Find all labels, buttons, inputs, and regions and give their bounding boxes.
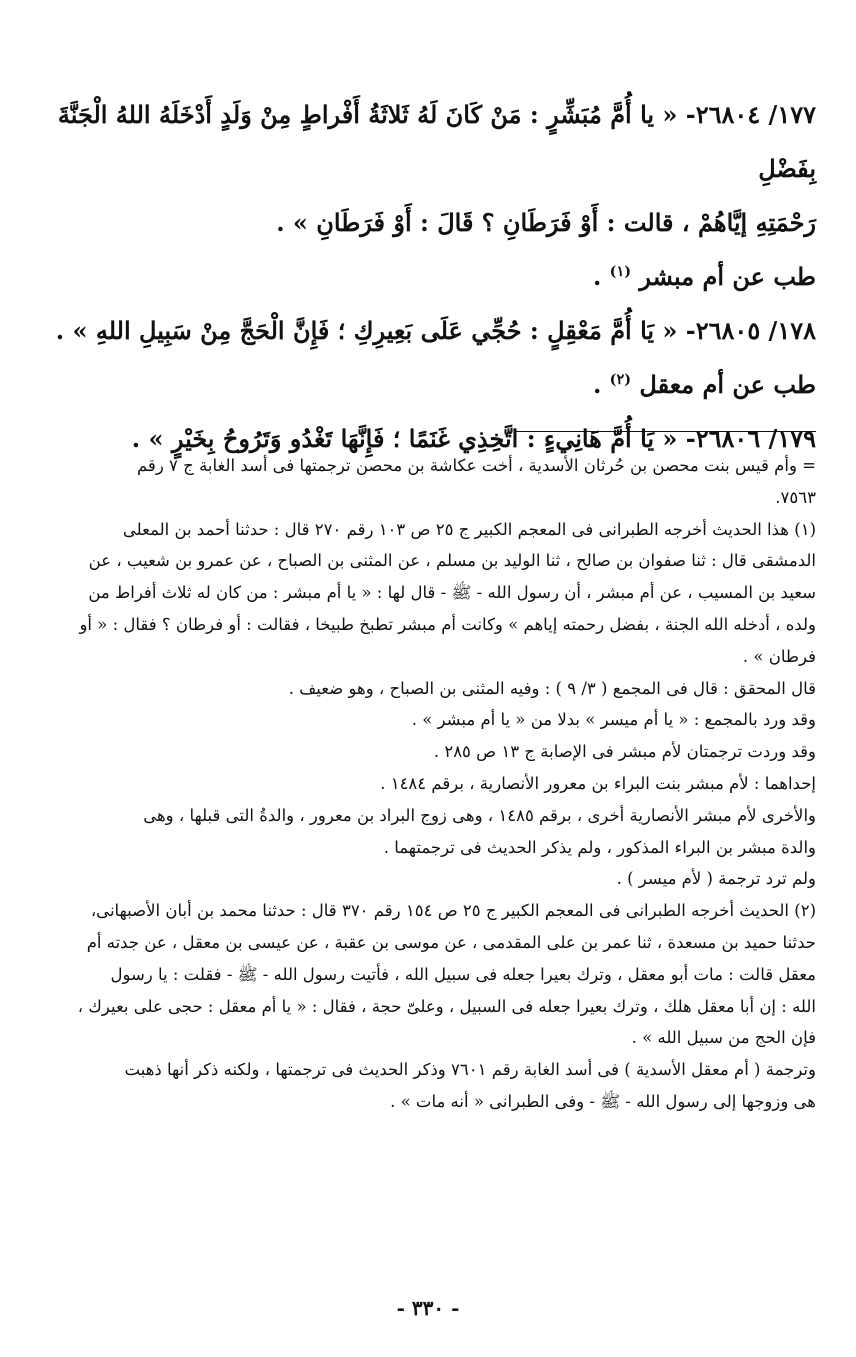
book-page	[40, 0, 816, 1357]
footnote-1-line: إحداهما : لأم مبشر بنت البراء بن معرور الأنصارية ، برقم ١٤٨٤ .	[380, 773, 816, 793]
hadith-178: ١٧٨/ ٢٦٨٠٥- « يَا أُمَّ مَعْقِلٍ : حُجِّي عَلَى بَعِيرِكِ ؛ فَإِنَّ الْحَجَّ مِنْ سَبِيلِ اللهِ » .	[55, 316, 816, 345]
footnote-2-line: (٢) الحديث أخرجه الطبرانى فى المعجم الكبير ج ٢٥ ص ١٥٤ رقم ٣٧٠ قال : حدثنا محمد بن أبان الأصبهانى،	[90, 901, 816, 921]
footnote-1-line: (١) هذا الحديث أخرجه الطبرانى فى المعجم الكبير ج ٢٥ ص ١٠٣ رقم ٢٧٠ قال : حدثنا أحمد بن المعلى	[122, 519, 816, 539]
page-number: - ٣٣٠ -	[396, 1296, 460, 1320]
footnote-1-line: والأخرى لأم مبشر الأنصارية أخرى ، برقم ١٤٨٥ ، وهى زوج البراد بن معرور ، والدةُ التى قبلها ، وهى	[143, 805, 816, 825]
hadith-177-source: طب عن أم مبشر $^{(١)}$ .	[592, 262, 816, 291]
footnotes-section	[40, 450, 816, 1118]
footnote-1-line: ولم ترد ترجمة ( لأم ميسر ) .	[616, 869, 816, 889]
footnote-1-line: فرطان » .	[742, 646, 816, 666]
footnote-2-line: الله : إن أبا معقل هلك ، وترك بعيرا جعله فى السبيل ، وعلىّ حجة ، فقال : « يا أم معقل : حجى على بعيرك ،	[77, 996, 816, 1016]
footnote-1-line: والدة مبشر بن البراء المذكور ، ولم يذكر الحديث فى ترجمتهما .	[383, 837, 816, 857]
footnote-1-line: سعيد بن المسيب ، عن أم مبشر ، أن رسول الله - ﷺ - قال لها : « يا أم مبشر : من كان له ثلاث أفراط من	[88, 583, 816, 603]
hadith-178-source: طب عن أم معقل $^{(٢)}$ .	[592, 370, 816, 399]
hadith-section	[40, 88, 816, 466]
footnote-2-line: هى وزوجها إلى رسول الله - ﷺ - وفى الطبرانى « أنه مات » .	[390, 1091, 816, 1111]
source-text: طب عن أم معقل	[639, 370, 816, 399]
footnote-1-line: الدمشقى قال : ثنا صفوان بن صالح ، ثنا الوليد بن مسلم ، عن المثنى بن الصباح ، عن عمرو بن شعيب ، عن	[88, 551, 816, 571]
footnote-1-line: وقد وردت ترجمتان لأم مبشر فى الإصابة ج ١٣ ص ٢٨٥ .	[433, 742, 816, 762]
footnote-marker: (٢)	[609, 371, 632, 388]
footnote-2-line: فإن الحج من سبيل الله » .	[631, 1028, 816, 1048]
source-text: طب عن أم مبشر	[639, 262, 816, 291]
footnote-2-line: حدثنا حميد بن مسعدة ، ثنا عمر بن على المقدمى ، عن موسى بن عقبة ، عن عيسى بن معقل ، عن جدته أم	[86, 932, 816, 952]
footnote-2-line: معقل قالت : مات أبو معقل ، وترك بعيرا جعله فى سبيل الله ، فأتيت رسول الله - ﷺ - فقلت : يا رسول	[110, 964, 816, 984]
footnote-2-line: وترجمة ( أم معقل الأسدية ) فى أسد الغابة رقم ٧٦٠١ وذكر الحديث فى ترجمتها ، ولكنه ذكر أنها ذهبت	[124, 1060, 816, 1080]
hadith-179: ١٧٩/ ٢٦٨٠٦- « يَا أُمَّ هَانِيءٍ : اتَّخِذِي غَنَمًا ؛ فَإِنَّهَا تَغْدُو وَتَرُوحُ بِخَيْرٍ » .	[131, 424, 816, 453]
hadith-177-line-1: ١٧٧/ ٢٦٨٠٤- « يا أُمَّ مُبَشِّرٍ : مَنْ كَانَ لَهُ ثَلاثَةُ أَفْراطٍ مِنْ وَلَدٍ أَدْخَلَهُ اللهُ الْجَنَّةَ بِفَضْلِ	[57, 100, 816, 183]
hadith-177-line-2: رَحْمَتِهِ إيَّاهُمْ ، قالت : أَوْ فَرَطَانِ ؟ قَالَ : أَوْ فَرَطَانِ » .	[276, 208, 816, 237]
footnote-continuation-line: ٧٥٦٣.	[775, 487, 816, 507]
footnote-divider	[516, 431, 816, 432]
footnote-1-line: ولده ، أدخله الله الجنة ، بفضل رحمته إياهم » وكانت أم مبشر تطبخ طبيخا ، فقالت : أو فرطان ؟ فقال : « أو	[79, 614, 816, 634]
footnote-1-line: وقد ورد بالمجمع : « يا أم ميسر » بدلا من « يا أم مبشر » .	[411, 710, 816, 730]
footnote-1-line: قال المحقق : قال فى المجمع ( ٣/ ٩ ) : وفيه المثنى بن الصباح ، وهو ضعيف .	[288, 678, 816, 698]
footnote-continuation-line: = وأم قيس بنت محصن بن حُرثان الأسدية ، أخت عكاشة بن محصن ترجمتها فى أسد الغابة ج ٧ رقم	[136, 456, 816, 475]
footnote-marker: (١)	[609, 263, 632, 280]
